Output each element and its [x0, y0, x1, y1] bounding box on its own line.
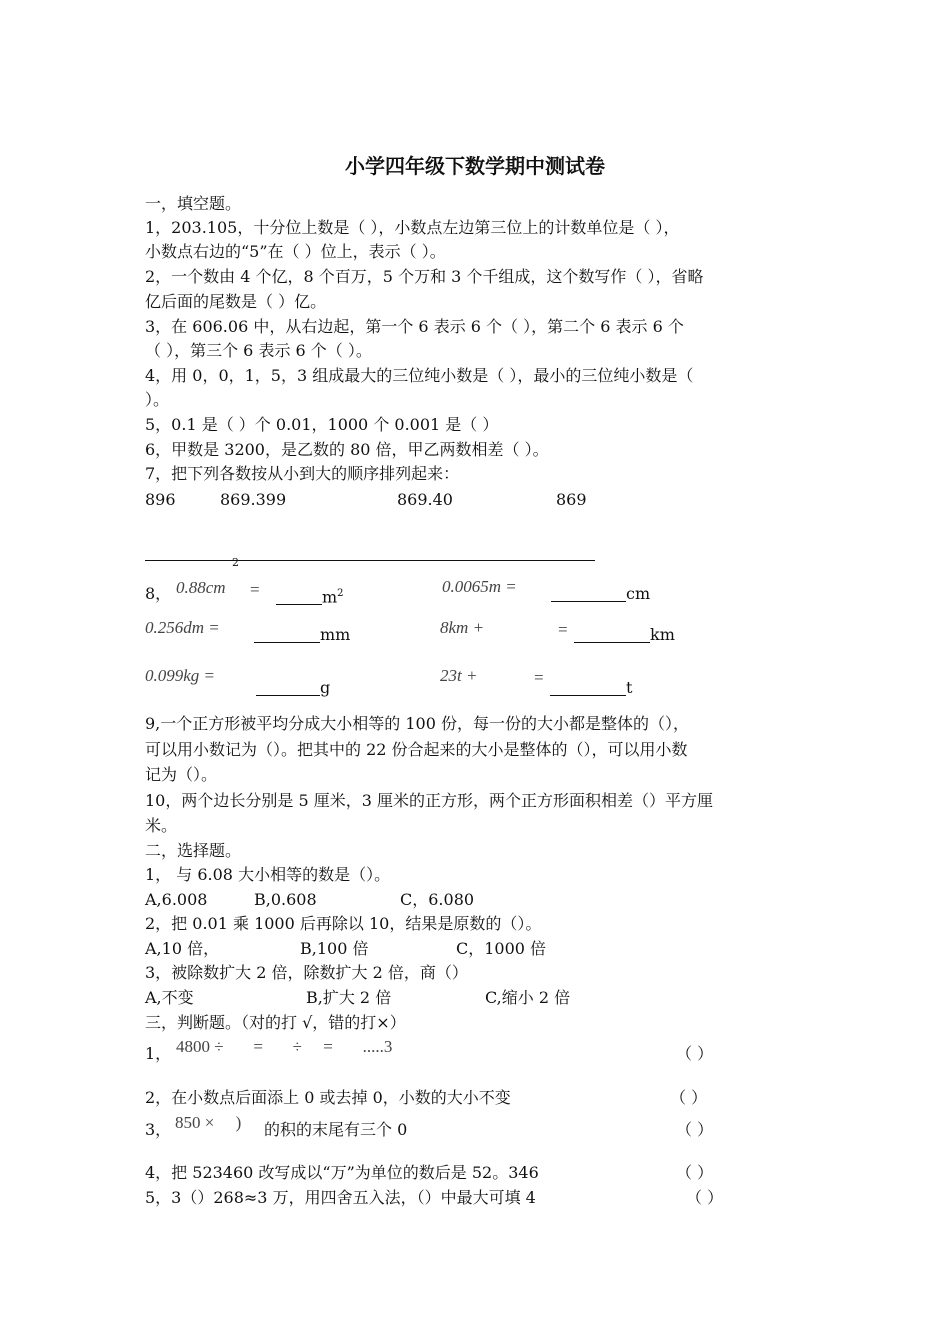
q8-expr-1: 0.88cm: [176, 578, 226, 597]
q7-number: 869.399: [220, 490, 287, 509]
q8-answer-6: [550, 676, 632, 700]
judge-answer-paren[interactable]: （ ）: [676, 1163, 714, 1182]
q8-expr-3: 0.256dm =: [145, 618, 220, 637]
judge-statement: 4，把 523460 改写成以“万”为单位的数后是 52。346: [145, 1163, 539, 1182]
unit-label: g: [320, 678, 331, 697]
q8-answer-4: [574, 623, 675, 647]
section-heading-fill-in: 一，填空题。: [145, 194, 242, 213]
answer-blank[interactable]: [551, 583, 626, 602]
q8-expr-5: 0.099kg =: [145, 666, 216, 685]
choice-option-a[interactable]: A,不变: [145, 988, 194, 1007]
question-line: （ ），第三个 6 表示 6 个（ ）。: [145, 341, 372, 360]
q8-expr-6: 23t +: [440, 666, 478, 685]
question-line: 亿后面的尾数是（ ）亿。: [145, 292, 327, 311]
judge-answer-paren[interactable]: （ ）: [676, 1044, 714, 1063]
question-line: 6，甲数是 3200，是乙数的 80 倍，甲乙两数相差（ ）。: [145, 440, 549, 459]
q7-number: 869: [556, 490, 587, 509]
unit-label: t: [626, 678, 633, 697]
judge-statement: 5，3（）268≈3 万，用四舍五入法，（）中最大可填 4: [145, 1188, 536, 1207]
question-line: 4，用 0，0，1，5，3 组成最大的三位纯小数是（ ），最小的三位纯小数是（: [145, 366, 694, 385]
choice-option-b[interactable]: B,100 倍: [300, 939, 369, 958]
choice-option-a[interactable]: A,6.008: [145, 890, 208, 909]
judge-answer-paren[interactable]: （ ）: [670, 1088, 708, 1107]
unit-label: km: [650, 625, 675, 644]
q7-number: 896: [145, 490, 176, 509]
answer-blank[interactable]: [256, 677, 320, 696]
judge-statement: 的积的末尾有三个 0: [264, 1120, 408, 1139]
q7-number: 869.40: [397, 490, 453, 509]
choice-option-c[interactable]: C,缩小 2 倍: [485, 988, 571, 1007]
judge-expr: 4800 ÷ = ÷ = .....3: [176, 1037, 393, 1056]
q8-answer-3: [254, 623, 350, 647]
section-heading-judge: 三，判断题。（对的打 √，错的打×）: [145, 1013, 406, 1032]
choice-option-c[interactable]: C，1000 倍: [456, 939, 547, 958]
question-line: 9,一个正方形被平均分成大小相等的 100 份，每一份的大小都是整体的（），: [145, 714, 689, 733]
question-line: 3，在 606.06 中，从右边起，第一个 6 表示 6 个（ ），第二个 6 表示 6 个: [145, 317, 684, 336]
choice-option-b[interactable]: B,扩大 2 倍: [306, 988, 392, 1007]
question-line: 米。: [145, 816, 178, 835]
answer-blank[interactable]: [254, 624, 320, 643]
q8-answer-5: [256, 676, 330, 700]
choice-stem: 1， 与 6.08 大小相等的数是（）。: [145, 865, 391, 884]
q8-answer-2: [551, 582, 650, 606]
question-line: 5，0.1 是（ ）个 0.01，1000 个 0.001 是（ ）: [145, 415, 499, 434]
q8-eq-6: =: [534, 668, 544, 687]
choice-stem: 2，把 0.01 乘 1000 后再除以 10，结果是原数的（）。: [145, 914, 542, 933]
judge-statement: 2，在小数点后面添上 0 或去掉 0，小数的大小不变: [145, 1088, 511, 1107]
question-line: 可以用小数记为（）。把其中的 22 份合起来的大小是整体的（），可以用小数: [145, 740, 688, 759]
judge-answer-paren[interactable]: （ ）: [676, 1120, 714, 1139]
choice-option-b[interactable]: B,0.608: [254, 890, 317, 909]
answer-blank[interactable]: [276, 586, 322, 605]
unit-label: m: [322, 587, 338, 607]
page-title: 小学四年级下数学期中测试卷: [345, 154, 605, 178]
q8-answer-1: [276, 582, 344, 609]
q8-eq-4: =: [558, 620, 568, 639]
answer-blank[interactable]: [574, 624, 650, 643]
judge-label: 1，: [145, 1044, 172, 1063]
unit-superscript: 2: [337, 588, 344, 599]
q8-expr-2: 0.0065m =: [442, 577, 517, 596]
question-line: 2，一个数由 4 个亿，8 个百万，5 个万和 3 个千组成，这个数写作（ ），省略: [145, 267, 704, 286]
q8-expr-4: 8km +: [440, 618, 485, 637]
judge-answer-paren[interactable]: （ ）: [686, 1188, 724, 1207]
question-line: 记为（）。: [145, 765, 218, 784]
unit-label: mm: [320, 625, 351, 644]
q8-eq-1: =: [250, 580, 260, 599]
answer-blank[interactable]: [550, 677, 626, 696]
q8-label: 8，: [145, 584, 172, 603]
judge-label: 3，: [145, 1120, 172, 1139]
choice-option-c[interactable]: C，6.080: [400, 890, 475, 909]
question-line: 小数点右边的“5”在（ ）位上，表示（ ）。: [145, 242, 446, 261]
choice-stem: 3，被除数扩大 2 倍，除数扩大 2 倍，商（）: [145, 963, 468, 982]
choice-option-a[interactable]: A,10 倍，: [145, 939, 220, 958]
answer-line: [145, 560, 595, 561]
superscript-stub: 2: [232, 556, 239, 569]
question-line: 1，203.105，十分位上数是（ ），小数点左边第三位上的计数单位是（ ），: [145, 218, 680, 237]
question-line: 7，把下列各数按从小到大的顺序排列起来：: [145, 464, 460, 483]
question-line: 10，两个边长分别是 5 厘米，3 厘米的正方形，两个正方形面积相差（）平方厘: [145, 791, 713, 810]
unit-label: cm: [626, 584, 651, 603]
judge-expr: 850 × ): [175, 1113, 242, 1132]
section-heading-choice: 二，选择题。: [145, 841, 242, 860]
question-line: ）。: [145, 390, 170, 409]
